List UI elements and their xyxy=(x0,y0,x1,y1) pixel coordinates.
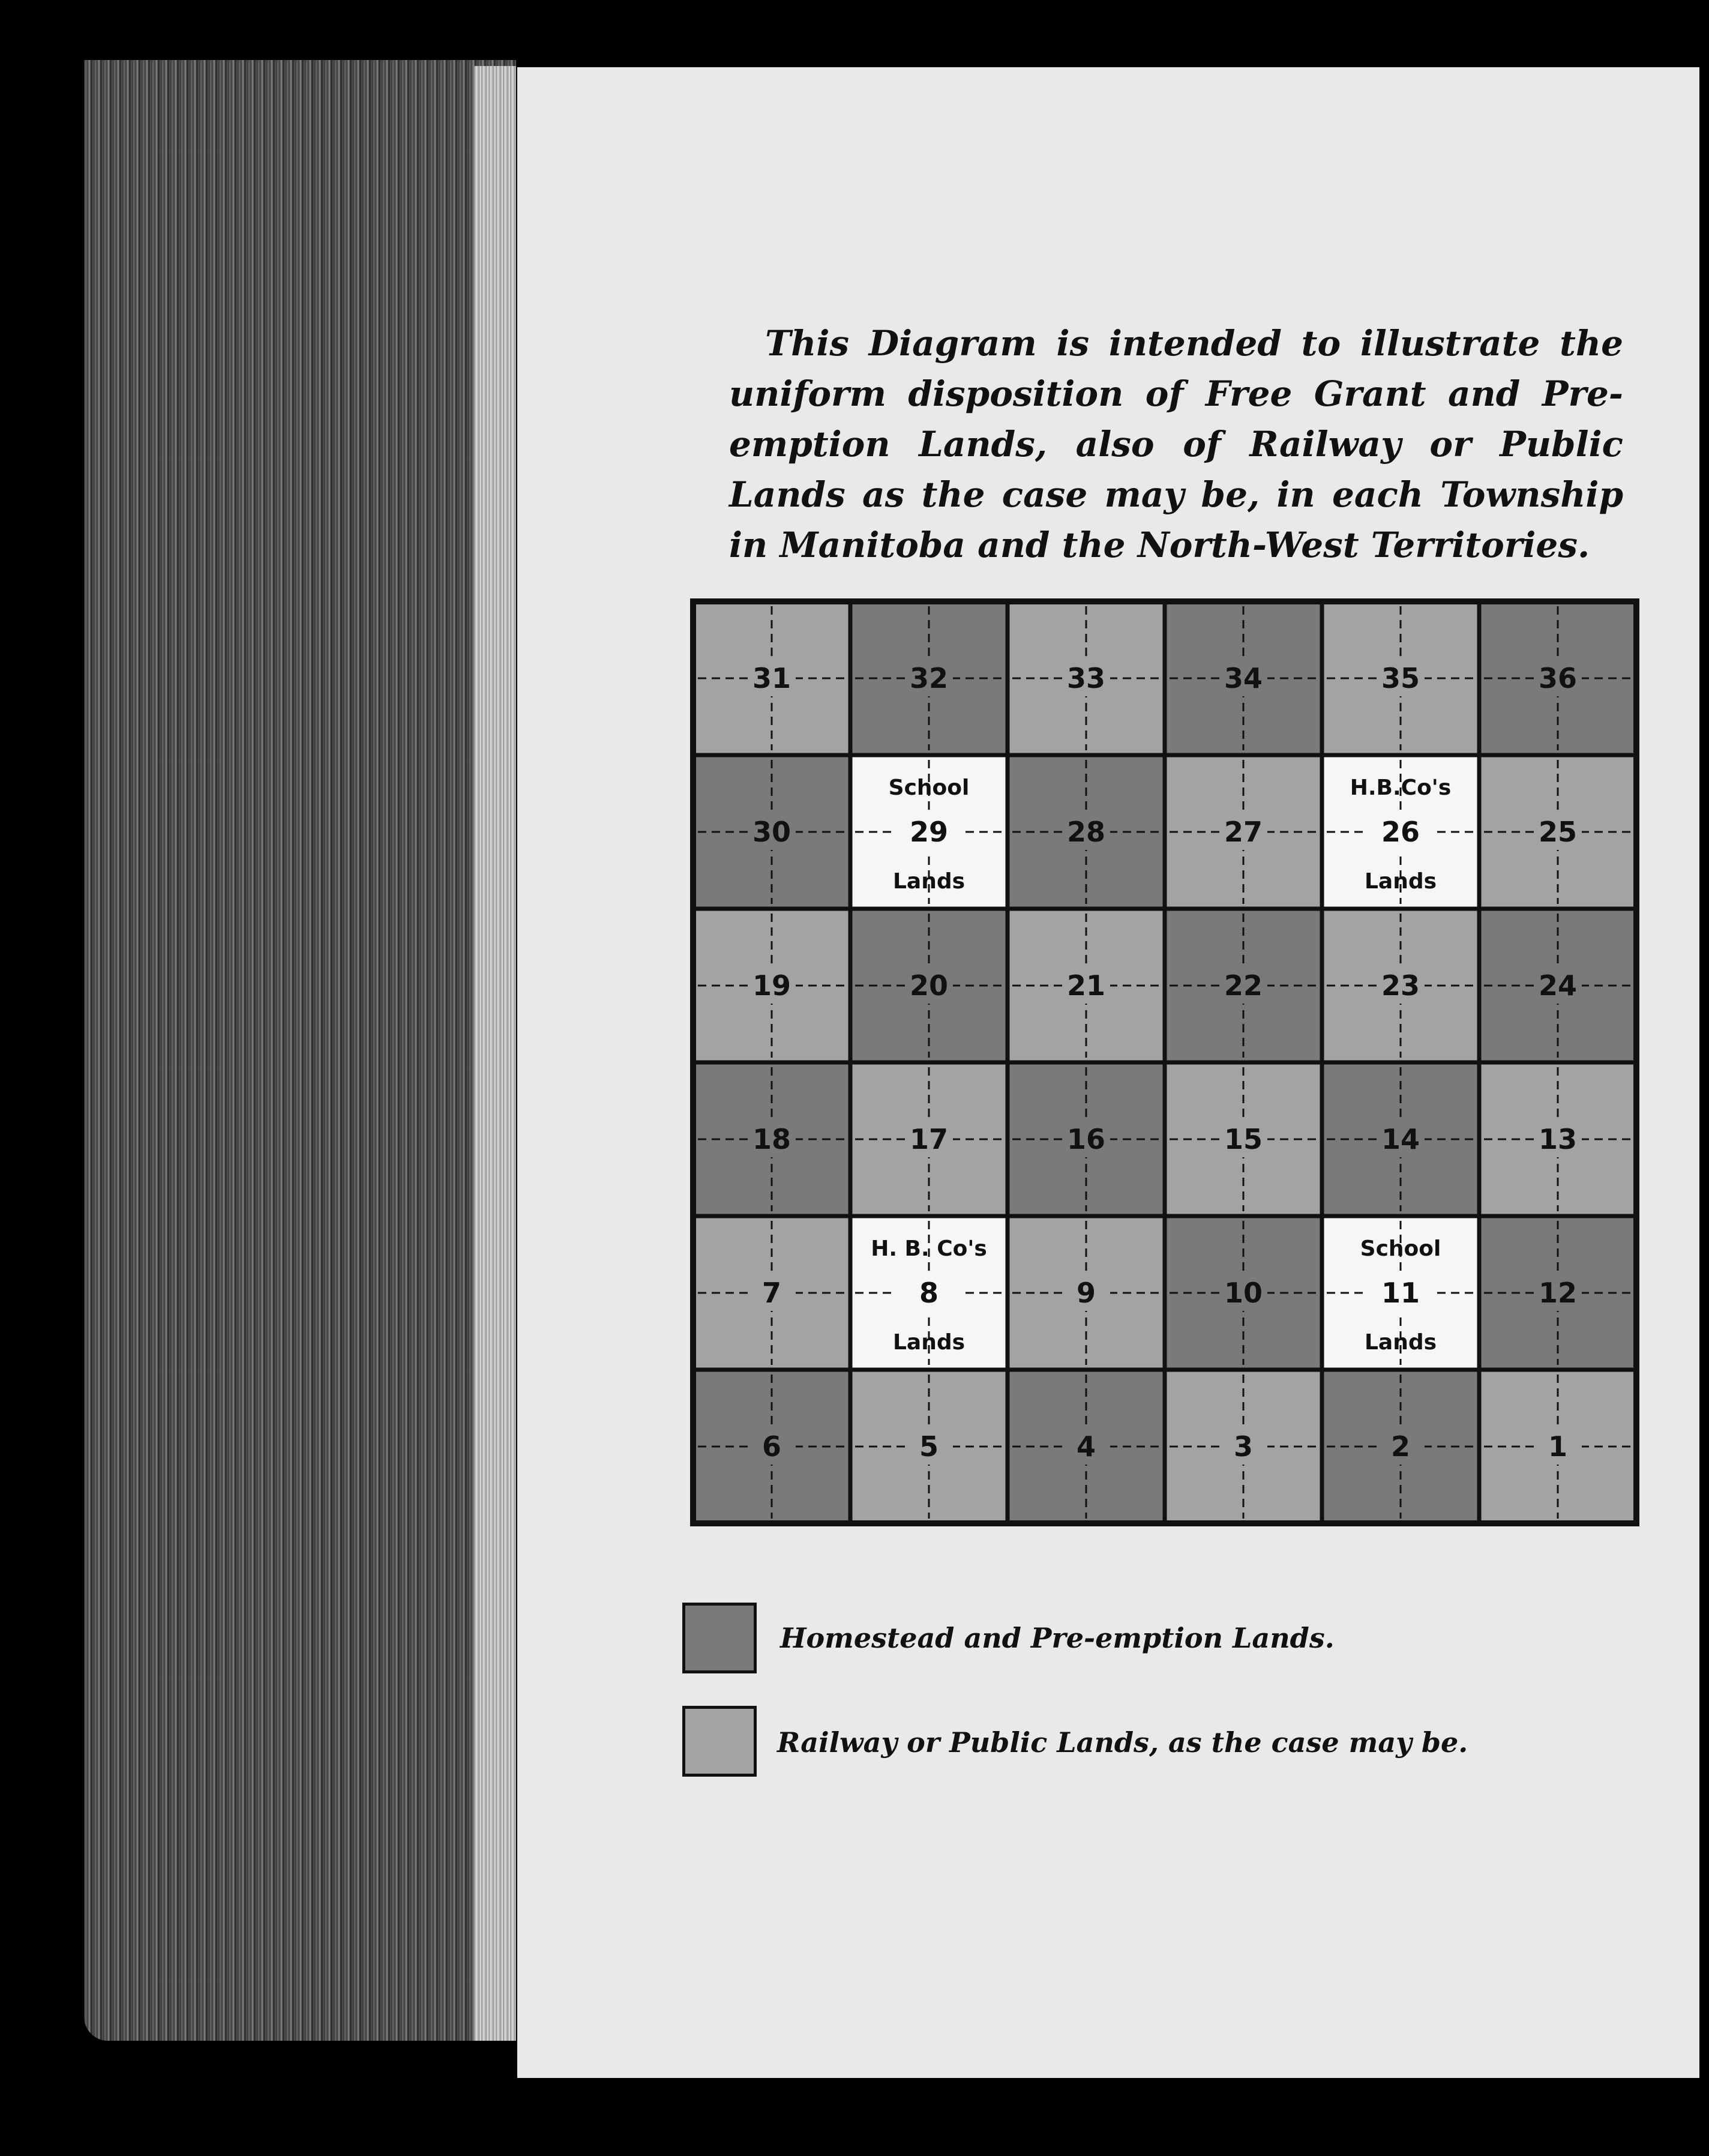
section-number-27: 27 xyxy=(1224,816,1263,848)
section-number-17: 17 xyxy=(909,1123,949,1155)
section-number-9: 9 xyxy=(1076,1277,1096,1309)
section-number-10: 10 xyxy=(1224,1277,1263,1309)
legend-label-homestead: Homestead and Pre-emption Lands. xyxy=(780,1622,1335,1654)
diagram-caption: This Diagram is intended to illustrate the uniform disposition of Free Grant and Pre-emption Lands, also of Railway or Public Lands as the case may be, in each Township in Manitoba and the North-West Territories. xyxy=(729,323,1623,565)
section-11-reserve-lands-label: Lands xyxy=(1364,1330,1437,1355)
section-number-4: 4 xyxy=(1076,1430,1096,1463)
book-page-edges xyxy=(84,60,516,2041)
legend-swatch-railway xyxy=(682,1706,757,1777)
section-number-8: 8 xyxy=(919,1277,939,1309)
section-number-31: 31 xyxy=(752,662,791,694)
section-number-2: 2 xyxy=(1390,1430,1411,1463)
section-number-29: 29 xyxy=(909,816,949,848)
section-number-18: 18 xyxy=(752,1123,791,1155)
section-number-36: 36 xyxy=(1538,662,1578,694)
section-number-16: 16 xyxy=(1066,1123,1106,1155)
township-diagram xyxy=(681,594,1641,1543)
section-8-reserve-lands-label: Lands xyxy=(892,1330,966,1355)
legend-swatch-homestead xyxy=(682,1603,757,1673)
section-number-14: 14 xyxy=(1381,1123,1420,1155)
section-number-11: 11 xyxy=(1381,1277,1420,1309)
section-number-30: 30 xyxy=(752,816,791,848)
section-29-reserve-lands-label: Lands xyxy=(892,869,966,894)
section-number-35: 35 xyxy=(1381,662,1420,694)
section-number-13: 13 xyxy=(1538,1123,1578,1155)
section-number-21: 21 xyxy=(1066,969,1106,1002)
section-number-22: 22 xyxy=(1224,969,1263,1002)
section-number-6: 6 xyxy=(761,1430,782,1463)
section-number-24: 24 xyxy=(1538,969,1578,1002)
section-number-34: 34 xyxy=(1224,662,1263,694)
section-26-reserve-owner-label: H.B.Co's xyxy=(1350,775,1452,800)
section-26-reserve-lands-label: Lands xyxy=(1364,869,1437,894)
section-11-reserve-owner-label: School xyxy=(1360,1236,1441,1261)
section-number-33: 33 xyxy=(1066,662,1106,694)
section-number-5: 5 xyxy=(919,1430,939,1463)
section-29-reserve-owner-label: School xyxy=(888,775,970,800)
section-number-32: 32 xyxy=(909,662,949,694)
section-number-7: 7 xyxy=(761,1277,782,1309)
section-number-23: 23 xyxy=(1381,969,1420,1002)
legend-label-railway: Railway or Public Lands, as the case may be. xyxy=(777,1726,1468,1759)
book-page-edge-highlight xyxy=(474,66,516,2041)
section-8-reserve-owner-label: H. B. Co's xyxy=(871,1236,987,1261)
section-number-1: 1 xyxy=(1548,1430,1568,1463)
section-number-3: 3 xyxy=(1233,1430,1254,1463)
section-number-20: 20 xyxy=(909,969,949,1002)
section-number-26: 26 xyxy=(1381,816,1420,848)
section-number-25: 25 xyxy=(1538,816,1578,848)
section-number-19: 19 xyxy=(752,969,791,1002)
section-number-12: 12 xyxy=(1538,1277,1578,1309)
section-number-28: 28 xyxy=(1066,816,1106,848)
section-number-15: 15 xyxy=(1224,1123,1263,1155)
